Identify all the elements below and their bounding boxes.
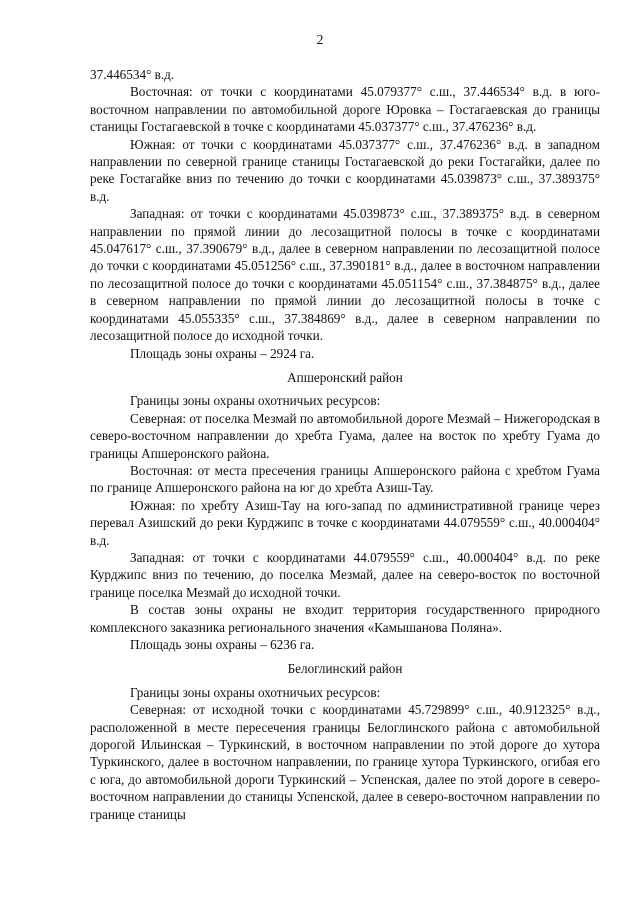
paragraph-boundaries-intro-3: Границы зоны охраны охотничьих ресурсов: bbox=[130, 684, 381, 700]
paragraph-area-1: Площадь зоны охраны – 2924 га. bbox=[130, 345, 315, 361]
paragraph-boundaries-intro-2: Границы зоны охраны охотничьих ресурсов: bbox=[130, 393, 381, 409]
paragraph-west-boundary-1: Западная: от точки с координатами 45.039873° с.ш., 37.389375° в.д. в северном направлении по прямой линии до лесозащитной полосы в точке с координатами 45.047617° с.ш., 37.390679° в.д., далее в северном направлении по лесозащитной полосе до точки с координатами 45.051256° с.ш., 37.390181° в.д., далее в восточном направлении по лесозащитной полосе до точки с координатами 45.051154° с.ш., 37.384875° в.д., далее в северном направлении по прямой линии до лесозащитной полосы в точке с координатами 45.055335° с.ш., 37.384869° в.д., далее в северном направлении по лесозащитной полосе до исходной точки. bbox=[90, 206, 600, 344]
paragraph-east-boundary-2: Восточная: от места пресечения границы Апшеронского района с хребтом Гуама по границе Апшеронского района на юг до хребта Азиш-Тау. bbox=[90, 462, 600, 496]
paragraph-south-boundary-2: Южная: по хребту Азиш-Тау на юго-запад по административной границе через перевал Азишский до реки Курджипс в точке с координатами 44.079559° с.ш., 40.000404° в.д. bbox=[90, 497, 600, 548]
section-heading-beloglinsky: Белоглинский район bbox=[287, 661, 403, 677]
paragraph-area-2: Площадь зоны охраны – 6236 га. bbox=[130, 637, 315, 652]
document-body bbox=[90, 66, 600, 823]
section-heading-apsheronsky: Апшеронский район bbox=[287, 369, 403, 385]
paragraph-north-boundary-3: Северная: от исходной точки с координатами 45.729899° с.ш., 40.912325° в.д., расположенной в месте пересечения границы Белоглинского района с автомобильной дорогой Ильинская – Туркинский, в восточном направлении по этой дороге до хутора Туркинского, далее в восточном направлении, по границе хутора Туркинского, огибая его с юга, до автомобильной дороги Туркинский – Успенская, далее по этой дороге в северо-восточном направлении до станицы Успенской, далее в северо-восточном направлении по границе станицы bbox=[90, 702, 600, 822]
paragraph-west-boundary-2: Западная: от точки с координатами 44.079559° с.ш., 40.000404° в.д. по реке Курджипс вниз по течению, до поселка Мезмай, далее на северо-восток по восточной границе поселка Мезмай до исходной точки. bbox=[90, 549, 600, 600]
paragraph-south-boundary-1: Южная: от точки с координатами 45.037377° с.ш., 37.476236° в.д. в западном направлении по северной границе станицы Гостагаевской до реки Гостагайки, далее по реке Гостагайке вниз по течению до точки с координатами 45.039873° с.ш., 37.389375° в.д. bbox=[90, 136, 600, 204]
paragraph-coord-continuation: 37.446534° в.д. bbox=[90, 67, 175, 82]
page-number: 2 bbox=[316, 33, 324, 48]
paragraph-north-boundary-2: Северная: от поселка Мезмай по автомобильной дороге Мезмай – Нижегородская в северо-восточном направлении до хребта Гуама, далее на восток по хребту Гуама до границы Апшеронского района. bbox=[90, 410, 600, 461]
paragraph-exclusion-note: В состав зоны охраны не входит территория государственного природного комплексного заказника регионального значения «Камышанова Поляна». bbox=[90, 602, 600, 635]
paragraph-east-boundary-1: Восточная: от точки с координатами 45.079377° с.ш., 37.446534° в.д. в юго-восточном направлении по автомобильной дороге Юровка – Гостагаевская до границы станицы Гостагаевской в точке с координатами 45.037377° с.ш., 37.476236° в.д. bbox=[90, 84, 600, 135]
